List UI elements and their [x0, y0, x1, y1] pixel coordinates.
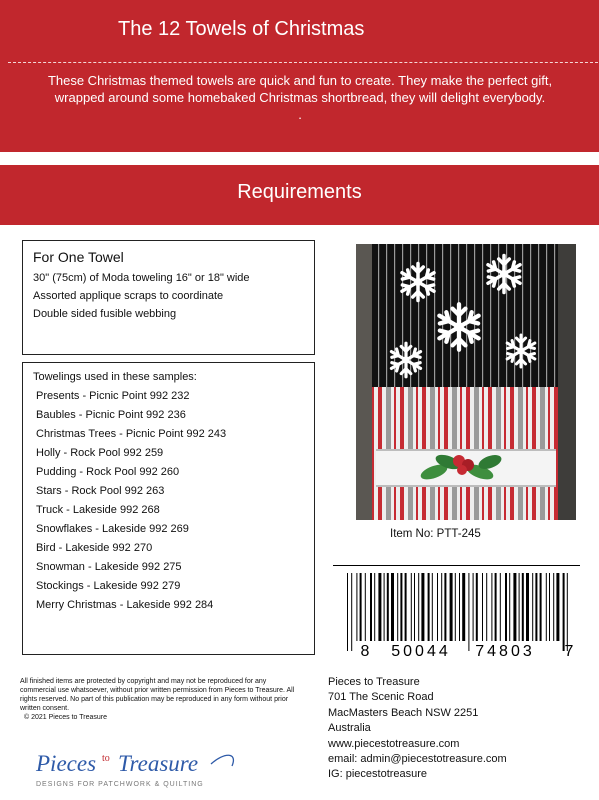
requirement-item: 30" (75cm) of Moda toweling 16" or 18" wide [33, 272, 250, 284]
website-link[interactable]: www.piecestotreasure.com [328, 737, 460, 750]
toweling-item: Presents - Picnic Point 992 232 [36, 390, 190, 402]
legal-line: rights reserved. No part of this publication may be reproduced in any form without prior [20, 696, 289, 703]
toweling-item: Christmas Trees - Picnic Point 992 243 [36, 428, 227, 440]
copyright-notice [20, 677, 320, 722]
barcode-top-rule [333, 565, 580, 566]
toweling-item: Truck - Lakeside 992 268 [36, 504, 160, 516]
toweling-item: Snowman - Lakeside 992 275 [36, 561, 182, 573]
barcode-digit: 8 [360, 643, 370, 660]
barcode-digit: 7 [564, 643, 574, 660]
address-line: MacMasters Beach NSW 2251 [328, 706, 479, 719]
toweling-item: Bird - Lakeside 992 270 [36, 542, 153, 554]
toweling-item: Snowflakes - Lakeside 992 269 [36, 523, 189, 535]
intro-line-2: wrapped around some homebaked Christmas shortbread, they will delight everybody. [54, 90, 546, 105]
requirement-item: Double sided fusible webbing [33, 308, 177, 320]
instagram-handle[interactable]: IG: piecestotreasure [328, 768, 428, 781]
toweling-item: Stockings - Lakeside 992 279 [36, 580, 181, 592]
page-title: The 12 Towels of Christmas [118, 18, 365, 40]
legal-line: written consent. [20, 705, 70, 712]
towelings-heading: Towelings used in these samples: [33, 371, 197, 383]
intro-line-3: . [298, 107, 302, 122]
item-number: Item No: PTT-245 [390, 528, 481, 540]
barcode-digit: 74803 [475, 643, 535, 660]
towelings-box [22, 362, 315, 655]
requirements-title: Requirements [237, 181, 362, 203]
svg-text:DESIGNS FOR PATCHWORK & QUILTI: DESIGNS FOR PATCHWORK & QUILTING [36, 781, 204, 788]
toweling-item: Holly - Rock Pool 992 259 [36, 447, 164, 459]
requirements-box [22, 240, 315, 355]
svg-text:Pieces: Pieces [36, 751, 97, 776]
intro-line-1: These Christmas themed towels are quick and fun to create. They make the perfect gift, [47, 73, 553, 88]
product-photo [356, 244, 576, 520]
intro-text [14, 72, 586, 123]
email-link[interactable]: email: admin@piecestotreasure.com [328, 753, 507, 766]
svg-text:Treasure: Treasure [118, 751, 199, 776]
company-name: Pieces to Treasure [328, 676, 420, 688]
barcode [333, 565, 580, 665]
toweling-item: Merry Christmas - Lakeside 992 284 [36, 599, 214, 611]
copyright-line: © 2021 Pieces to Treasure [24, 714, 107, 721]
barcode-digit: 50044 [391, 643, 451, 660]
legal-line: commercial use whatsoever, without prior written permission from Pieces to Treasure. All [20, 687, 295, 694]
toweling-item: Stars - Rock Pool 992 263 [36, 485, 165, 497]
dashed-divider [8, 62, 598, 63]
requirement-item: Assorted applique scraps to coordinate [33, 290, 224, 302]
toweling-item: Baubles - Picnic Point 992 236 [36, 409, 186, 421]
requirements-heading: For One Towel [33, 249, 124, 265]
toweling-item: Pudding - Rock Pool 992 260 [36, 466, 180, 478]
legal-line: All finished items are protected by copyright and may not be reproduced for any [20, 678, 267, 685]
contact-block [328, 675, 507, 783]
address-line: Australia [328, 722, 371, 735]
brand-logo [26, 744, 266, 792]
svg-text:to: to [102, 753, 110, 764]
address-line: 701 The Scenic Road [328, 691, 434, 704]
